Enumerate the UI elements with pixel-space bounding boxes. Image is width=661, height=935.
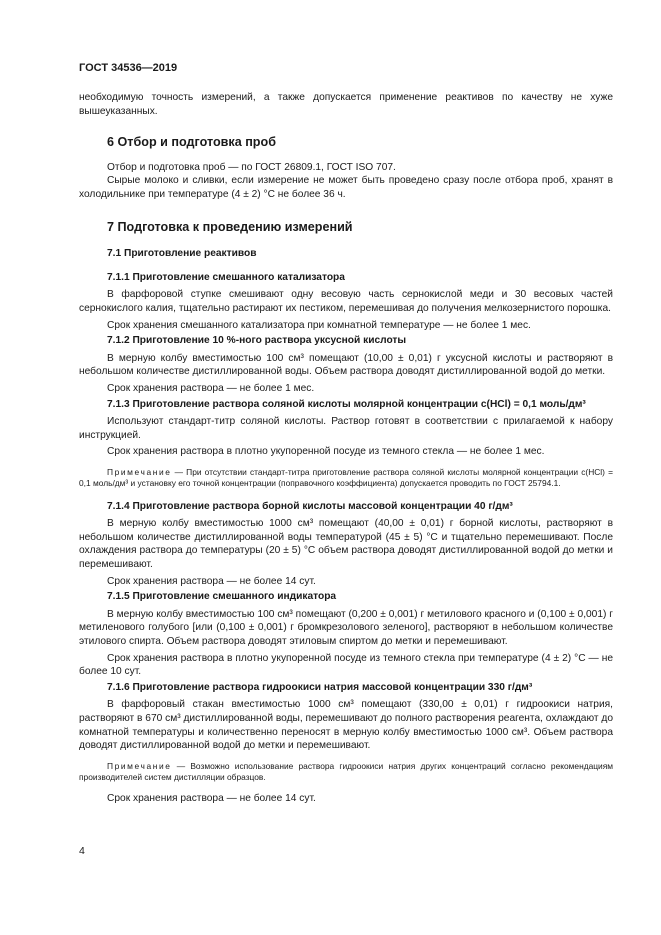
note-label: Примечание: [107, 760, 172, 771]
intro-paragraph: необходимую точность измерений, а также допускается применение реактивов по качеству не хуже вышеуказанных.: [79, 92, 613, 117]
subsection-7-1-5-heading: 7.1.5 Приготовление смешанного индикатора: [107, 591, 337, 603]
paragraph: Срок хранения раствора — не более 14 сут.: [107, 575, 316, 587]
page-number: 4: [79, 845, 85, 857]
document-body: [79, 91, 613, 805]
paragraph: Срок хранения раствора — не более 14 сут.: [107, 792, 316, 804]
section-7-heading: 7 Подготовка к проведению измерений: [107, 219, 353, 234]
paragraph: Используют стандарт-титр соляной кислоты. Раствор готовят в соответствии с прилагаемой к набору инструкцией.: [79, 416, 613, 441]
subsection-7-1-1-heading: 7.1.1 Приготовление смешанного катализатора: [107, 271, 345, 283]
subsection-7-1-2-heading: 7.1.2 Приготовление 10 %-ного раствора уксусной кислоты: [107, 335, 407, 347]
note: [79, 761, 613, 784]
paragraph: Сырые молоко и сливки, если измерение не может быть проведено сразу после отбора проб, хранят в холодильнике при температуре (4 ± 2) °С не более 36 ч.: [79, 175, 613, 200]
paragraph: Срок хранения раствора в плотно укупоренной посуде из темного стекла — не более 1 мес.: [107, 446, 545, 458]
section-6-heading: 6 Отбор и подготовка проб: [107, 135, 276, 150]
paragraph: Срок хранения раствора — не более 1 мес.: [107, 382, 315, 394]
note-label: Примечание: [107, 466, 172, 477]
paragraph: Срок хранения раствора в плотно укупоренной посуде из темного стекла при температуре (4 ± 2) °С — не более 10 сут.: [79, 652, 613, 678]
paragraph: В мерную колбу вместимостью 1000 см³ помещают (40,00 ± 0,01) г борной кислоты, растворяют в небольшом количестве дистиллированной воды температурой (45 ± 5) °С и тщательно перемешивают. После охлаждения раствора до температуры (20 ± 5) °С объем раствора доводят дистиллированной водой до метки и перемешивают.: [79, 518, 613, 571]
paragraph: Отбор и подготовка проб — по ГОСТ 26809.1, ГОСТ ISO 707.: [107, 161, 396, 173]
paragraph: В мерную колбу вместимостью 100 см³ помещают (10,00 ± 0,01) г уксусной кислоты и растворяют в небольшом количестве дистиллированной воды. Объем раствора доводят дистиллированной водой до метки.: [79, 352, 613, 378]
subsection-7-1-3-heading: 7.1.3 Приготовление раствора соляной кислоты молярной концентрации c(HCl) = 0,1 моль/дм³: [107, 398, 586, 410]
note-text: — При отсутствии стандарт-титра приготовление раствора соляной кислоты молярной концентрации c(HCl) = 0,1 моль/дм³ и установку его точной концентрации (поправочного коэффициента) допускается проводить по ГОСТ 25794.1.: [79, 466, 613, 489]
subsection-7-1-heading: 7.1 Приготовление реактивов: [107, 248, 257, 260]
paragraph: В фарфоровой ступке смешивают одну весовую часть сернокислой меди и 30 весовых частей сернокислого калия, тщательно растирают их пестиком, перемешивая до получения мелкозернистого порошка.: [79, 289, 613, 314]
paragraph: В мерную колбу вместимостью 100 см³ помещают (0,200 ± 0,001) г метилового красного и (0,100 ± 0,001) г метиленового голубого [или (0,100 ± 0,001) г бромкрезолового зеленого], растворяют в небольшом количестве этилового спирта. Объем раствора доводят этиловым спиртом до метки и перемешивают.: [79, 608, 613, 648]
subsection-7-1-4-heading: 7.1.4 Приготовление раствора борной кислоты массовой концентрации 40 г/дм³: [107, 500, 513, 512]
paragraph: Срок хранения смешанного катализатора при комнатной температуре — не более 1 мес.: [107, 319, 531, 331]
document-header: ГОСТ 34536—2019: [79, 62, 178, 74]
subsection-7-1-6-heading: 7.1.6 Приготовление раствора гидроокиси натрия массовой концентрации 330 г/дм³: [107, 681, 533, 693]
note-text: — Возможно использование раствора гидроокиси натрия других концентраций согласно рекомендациям производителей систем дистилляции образцов.: [79, 760, 614, 783]
paragraph: В фарфоровый стакан вместимостью 1000 см³ помещают (330,00 ± 0,01) г гидроокиси натрия, растворяют в 670 см³ дистиллированной воды, перемешивают до полного растворения реагента, охлаждают до комнатной температуры и количественно переносят в мерную колбу вместимостью 1000 см³. Объем раствора доводят дистиллированной водой до метки и перемешивают.: [79, 699, 613, 752]
note: [79, 467, 613, 490]
